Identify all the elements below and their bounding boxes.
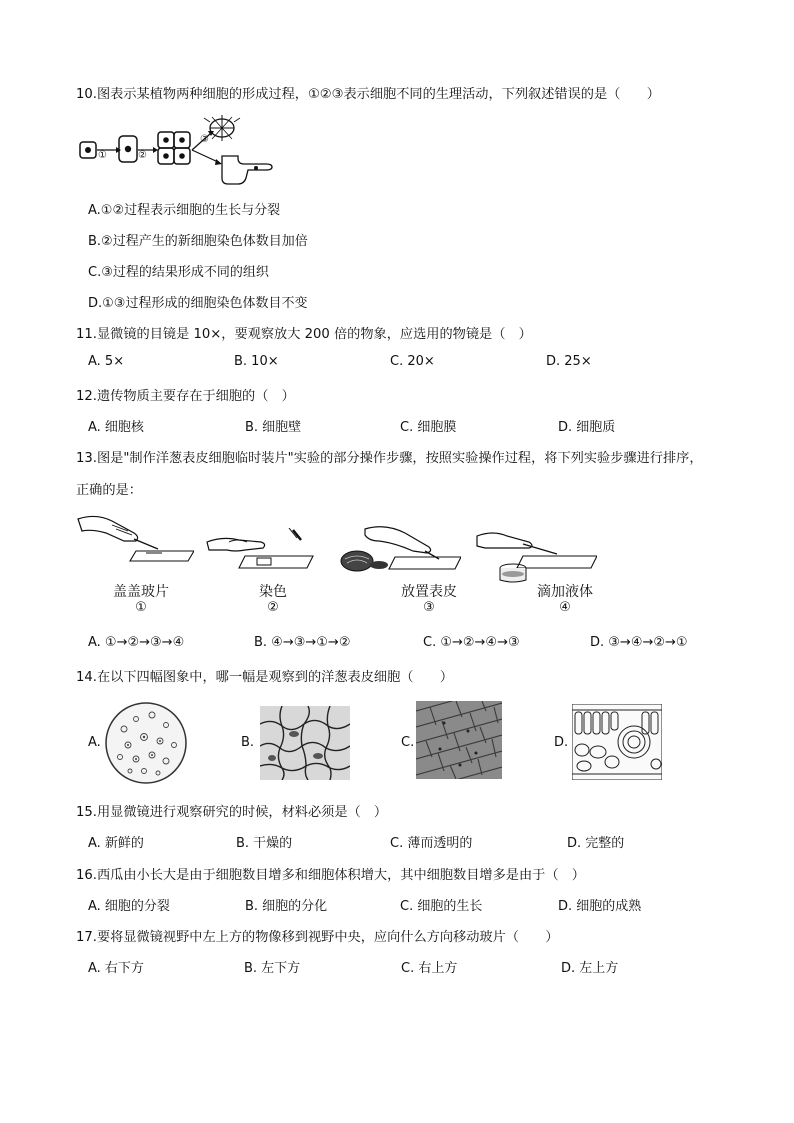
q15-option-d: D. 完整的 xyxy=(567,836,625,851)
q17-stem: 17.要将显微镜视野中左上方的物像移到视野中央，应向什么方向移动玻片（ ） xyxy=(76,930,559,945)
q16-option-c: C. 细胞的生长 xyxy=(400,899,483,914)
q13-option-a: A. ①→②→③→④ xyxy=(88,635,185,650)
q16-option-b: B. 细胞的分化 xyxy=(245,899,328,914)
q13-step4-illustration xyxy=(473,526,597,584)
q11-option-c: C. 20× xyxy=(390,354,435,369)
q14-image-a-round-cells xyxy=(104,701,188,785)
q13-step4-number: ④ xyxy=(559,600,571,615)
q12-stem: 12.遗传物质主要存在于细胞的（ ） xyxy=(76,389,295,404)
q14-image-b-epidermal-cells xyxy=(260,706,350,780)
q10-label-3: ③ xyxy=(200,134,209,145)
q16-option-d: D. 细胞的成熟 xyxy=(558,899,642,914)
q14-option-a-label: A. xyxy=(88,735,101,750)
q12-option-a: A. 细胞核 xyxy=(88,420,144,435)
q10-option-b: B.②过程产生的新细胞染色体数目加倍 xyxy=(88,234,308,249)
q17-option-c: C. 右上方 xyxy=(401,961,458,976)
q13-step2-illustration xyxy=(205,528,315,576)
q10-label-2: ② xyxy=(138,150,147,161)
q17-option-b: B. 左下方 xyxy=(244,961,301,976)
q13-option-b: B. ④→③→①→② xyxy=(254,635,351,650)
q13-stem-line2: 正确的是： xyxy=(76,483,142,498)
q13-step3-illustration xyxy=(335,523,461,577)
q10-option-c: C.③过程的结果形成不同的组织 xyxy=(88,265,269,280)
q14-option-d-label: D. xyxy=(554,735,569,750)
q13-step1-illustration xyxy=(76,511,194,575)
q13-option-d: D. ③→④→②→① xyxy=(590,635,688,650)
q15-option-b: B. 干燥的 xyxy=(236,836,293,851)
q12-option-c: C. 细胞膜 xyxy=(400,420,457,435)
q10-stem: 10.图表示某植物两种细胞的形成过程，①②③表示细胞不同的生理活动，下列叙述错误的是（ ） xyxy=(76,87,660,102)
q14-stem: 14.在以下四幅图象中，哪一幅是观察到的洋葱表皮细胞（ ） xyxy=(76,670,454,685)
q14-option-b-label: B. xyxy=(241,735,255,750)
q12-option-d: D. 细胞质 xyxy=(558,420,616,435)
q10-option-d: D.①③过程形成的细胞染色体数目不变 xyxy=(88,296,308,311)
q11-option-b: B. 10× xyxy=(234,354,279,369)
q10-label-1: ① xyxy=(98,150,107,161)
q13-step1-number: ① xyxy=(135,600,147,615)
q13-step2-caption: 染色 xyxy=(259,584,287,600)
q16-option-a: A. 细胞的分裂 xyxy=(88,899,170,914)
q13-option-c: C. ①→②→④→③ xyxy=(423,635,520,650)
q10-cell-division-diagram xyxy=(78,112,278,188)
q12-option-b: B. 细胞壁 xyxy=(245,420,302,435)
q15-option-a: A. 新鲜的 xyxy=(88,836,144,851)
q11-stem: 11.显微镜的目镜是 10×，要观察放大 200 倍的物象，应选用的物镜是（ ） xyxy=(76,327,532,342)
q14-image-d-leaf-section xyxy=(572,704,662,780)
q15-option-c: C. 薄而透明的 xyxy=(390,836,473,851)
q17-option-a: A. 右下方 xyxy=(88,961,144,976)
q13-step3-caption: 放置表皮 xyxy=(401,584,457,600)
q13-step2-number: ② xyxy=(267,600,279,615)
q10-option-a: A.①②过程表示细胞的生长与分裂 xyxy=(88,203,281,218)
q11-option-a: A. 5× xyxy=(88,354,125,369)
q17-option-d: D. 左上方 xyxy=(561,961,619,976)
q16-stem: 16.西瓜由小长大是由于细胞数目增多和细胞体积增大，其中细胞数目增多是由于（ ） xyxy=(76,868,585,883)
q14-option-c-label: C. xyxy=(401,735,415,750)
q11-option-d: D. 25× xyxy=(546,354,592,369)
q13-stem-line1: 13.图是"制作洋葱表皮细胞临时装片"实验的部分操作步骤，按照实验操作过程，将下列实验步骤进行排序， xyxy=(76,451,703,466)
q13-step4-caption: 滴加液体 xyxy=(537,584,593,600)
q13-step1-caption: 盖盖玻片 xyxy=(113,584,169,600)
q14-image-c-onion-cells xyxy=(416,701,502,779)
q15-stem: 15.用显微镜进行观察研究的时候，材料必须是（ ） xyxy=(76,805,388,820)
q13-step3-number: ③ xyxy=(423,600,435,615)
